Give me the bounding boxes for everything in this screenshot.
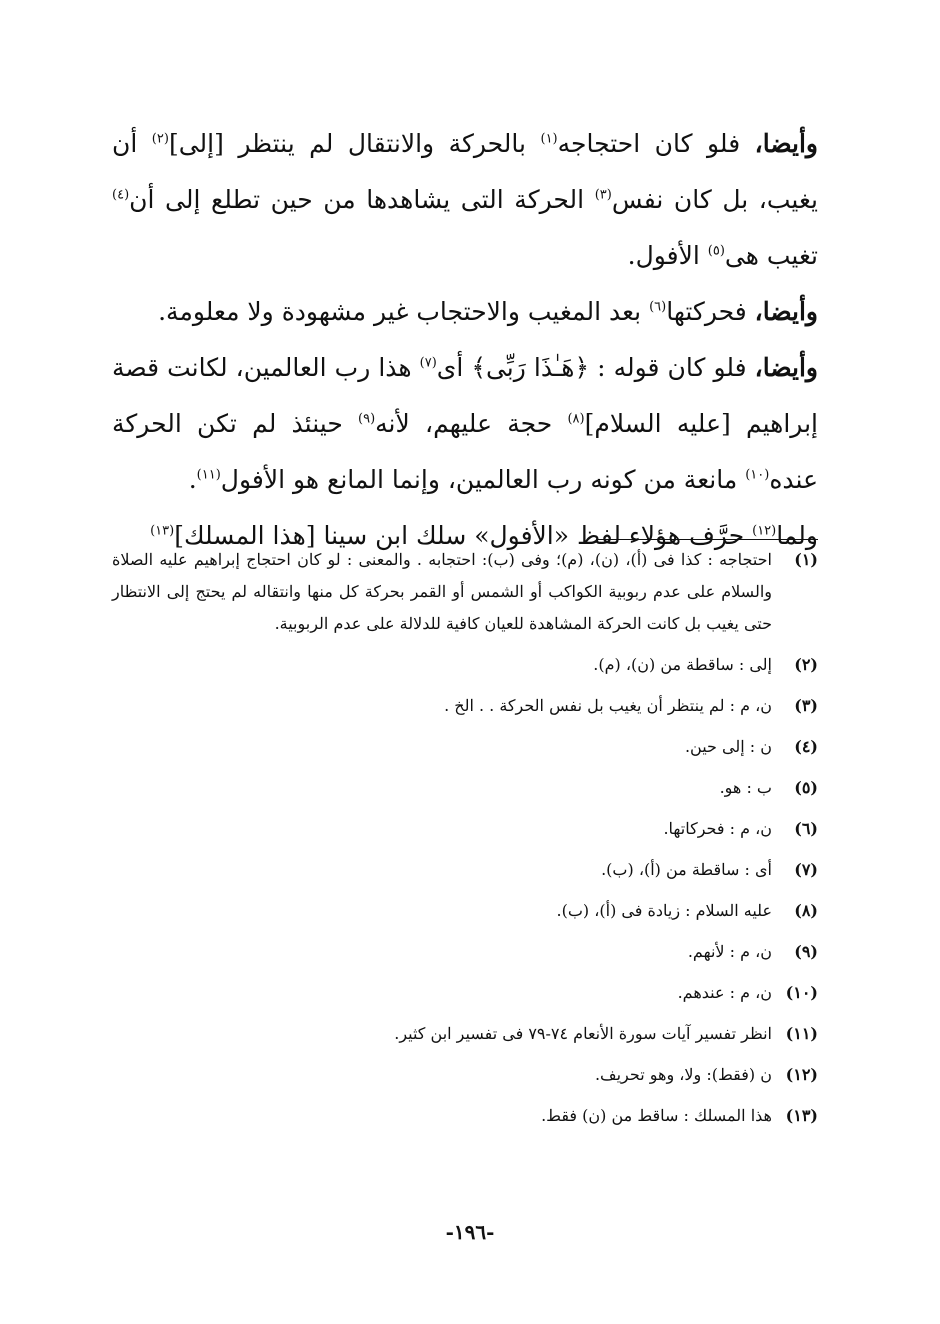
footnote-number: (٦): [794, 819, 818, 838]
paragraph-text: فلو كان قوله : ﴿هَـٰذَا رَبِّى﴾ أى: [436, 353, 755, 382]
footnote-ref: (١١): [196, 467, 221, 483]
footnote-number: (٧): [794, 860, 818, 879]
paragraph-text: ولما: [776, 521, 818, 550]
footnote: [112, 813, 818, 845]
footnote: [112, 772, 818, 804]
footnote: [112, 854, 818, 886]
footnote-text: إلى : ساقطة من (ن)، (م).: [593, 655, 772, 674]
paragraph-text: مانعة من كونه رب العالمين، وإنما المانع هو الأفول: [220, 465, 746, 494]
footnote-ref: (١٣): [150, 523, 175, 539]
paragraph: [112, 284, 818, 340]
footnote: [112, 1018, 818, 1050]
paragraph: [112, 116, 818, 284]
footnote-text: ن، م : لأنهم.: [687, 942, 772, 961]
footnote-number: (٨): [794, 901, 818, 920]
footnote: [112, 649, 818, 681]
footnote: [112, 895, 818, 927]
footnote-number: (٢): [794, 655, 818, 674]
paragraph-text: فلو كان احتجاجه: [557, 129, 755, 158]
footnote-text: ن، م : فحركاتها.: [663, 819, 772, 838]
paragraph-lead: وأيضا،: [754, 129, 818, 158]
footnote-text: أى : ساقطة من (أ)، (ب).: [601, 860, 772, 879]
footnote-ref: (٢): [151, 131, 169, 147]
paragraph-text: بعد المغيب والاحتجاب غير مشهودة ولا معلومة.: [158, 297, 650, 326]
footnote-number: (١٣): [785, 1106, 818, 1125]
paragraph-text: الأفول.: [627, 241, 708, 270]
footnote-number: (٥): [794, 778, 818, 797]
footnote-number: (١٠): [785, 983, 818, 1002]
footnote: [112, 544, 818, 640]
footnote-ref: (٣): [594, 187, 612, 203]
paragraph-text: تغيب هى: [724, 241, 818, 270]
footnote-number: (١): [794, 550, 818, 569]
footnote-text: انظر تفسير آيات سورة الأنعام ٧٤-٧٩ فى تفسير ابن كثير.: [394, 1024, 772, 1043]
footnote-number: (٤): [794, 737, 818, 756]
paragraph-text: هذا رب العالمين، لكانت قصة إبراهيم [عليه السلام]: [112, 353, 818, 438]
paragraph-text: حينئذ لم تكن الحركة عنده: [112, 409, 818, 494]
footnote-ref: (٥): [707, 243, 725, 259]
footnote-ref: (٩): [358, 411, 376, 427]
footnote-number: (١١): [785, 1024, 818, 1043]
paragraph-lead: وأيضا،: [754, 297, 818, 326]
footnote: [112, 690, 818, 722]
paragraph-text: فحركتها: [666, 297, 755, 326]
paragraph-text: بالحركة والانتقال لم ينتظر [إلى]: [168, 129, 541, 158]
main-text: [112, 116, 818, 564]
footnote: [112, 731, 818, 763]
footnote-text: ن : إلى حين.: [684, 737, 772, 756]
footnote-divider: [596, 539, 818, 540]
page-number: -١٩٦-: [445, 1220, 495, 1244]
footnote: [112, 977, 818, 1009]
footnote-text: احتجاجه : كذا فى (أ)، (ن)، (م)؛ وفى (ب): احتجابه . والمعنى : لو كان احتجاج إبراهيم عليه الصلاة والسلام على عدم ربوبية الكواكب أو الشمس أو القمر بحركة كل منها وانتقاله لم يحتج إلى الانتظار حتى يغيب بل كانت الحركة المشاهدة للعيان كافية للدلالة على عدم الربوبية.: [112, 550, 772, 633]
footnote-text: ن (فقط): ولا، وهو تحريف.: [594, 1065, 772, 1084]
footnote: [112, 936, 818, 968]
footnote: [112, 1059, 818, 1091]
footnote-ref: (١): [540, 131, 558, 147]
footnote-text: ن، م : لم ينتظر أن يغيب بل نفس الحركة . . الخ .: [444, 696, 772, 715]
footnote-ref: (٧): [419, 355, 437, 371]
footnote: [112, 1100, 818, 1132]
footnote-text: ب : هو.: [719, 778, 772, 797]
footnotes: [112, 544, 818, 1141]
paragraph-text: الحركة التى يشاهدها من حين تطلع إلى أن: [129, 185, 595, 214]
footnote-text: ن، م : عندهم.: [677, 983, 772, 1002]
footnote-ref: (٦): [649, 299, 667, 315]
paragraph: [112, 340, 818, 508]
paragraph-text: حجة عليهم، لأنه: [375, 409, 568, 438]
paragraph-lead: وأيضا،: [754, 353, 818, 382]
footnote-number: (١٢): [785, 1065, 818, 1084]
footnote-number: (٣): [794, 696, 818, 715]
footnote-ref: (١٠): [745, 467, 770, 483]
footnote-ref: (١٢): [752, 523, 777, 539]
footnote-text: عليه السلام : زيادة فى (أ)، (ب).: [556, 901, 772, 920]
paragraph-text: .: [188, 465, 197, 494]
footnote-number: (٩): [794, 942, 818, 961]
paragraph-text: حرَّف هؤلاء لفظ «الأفول» سلك ابن سينا [هذا المسلك]: [174, 521, 753, 550]
footnote-ref: (٨): [567, 411, 585, 427]
footnote-ref: (٤): [112, 187, 130, 203]
footnote-text: هذا المسلك : ساقط من (ن) فقط.: [541, 1106, 772, 1125]
paragraph-text: أن يغيب، بل كان نفس: [112, 129, 818, 214]
